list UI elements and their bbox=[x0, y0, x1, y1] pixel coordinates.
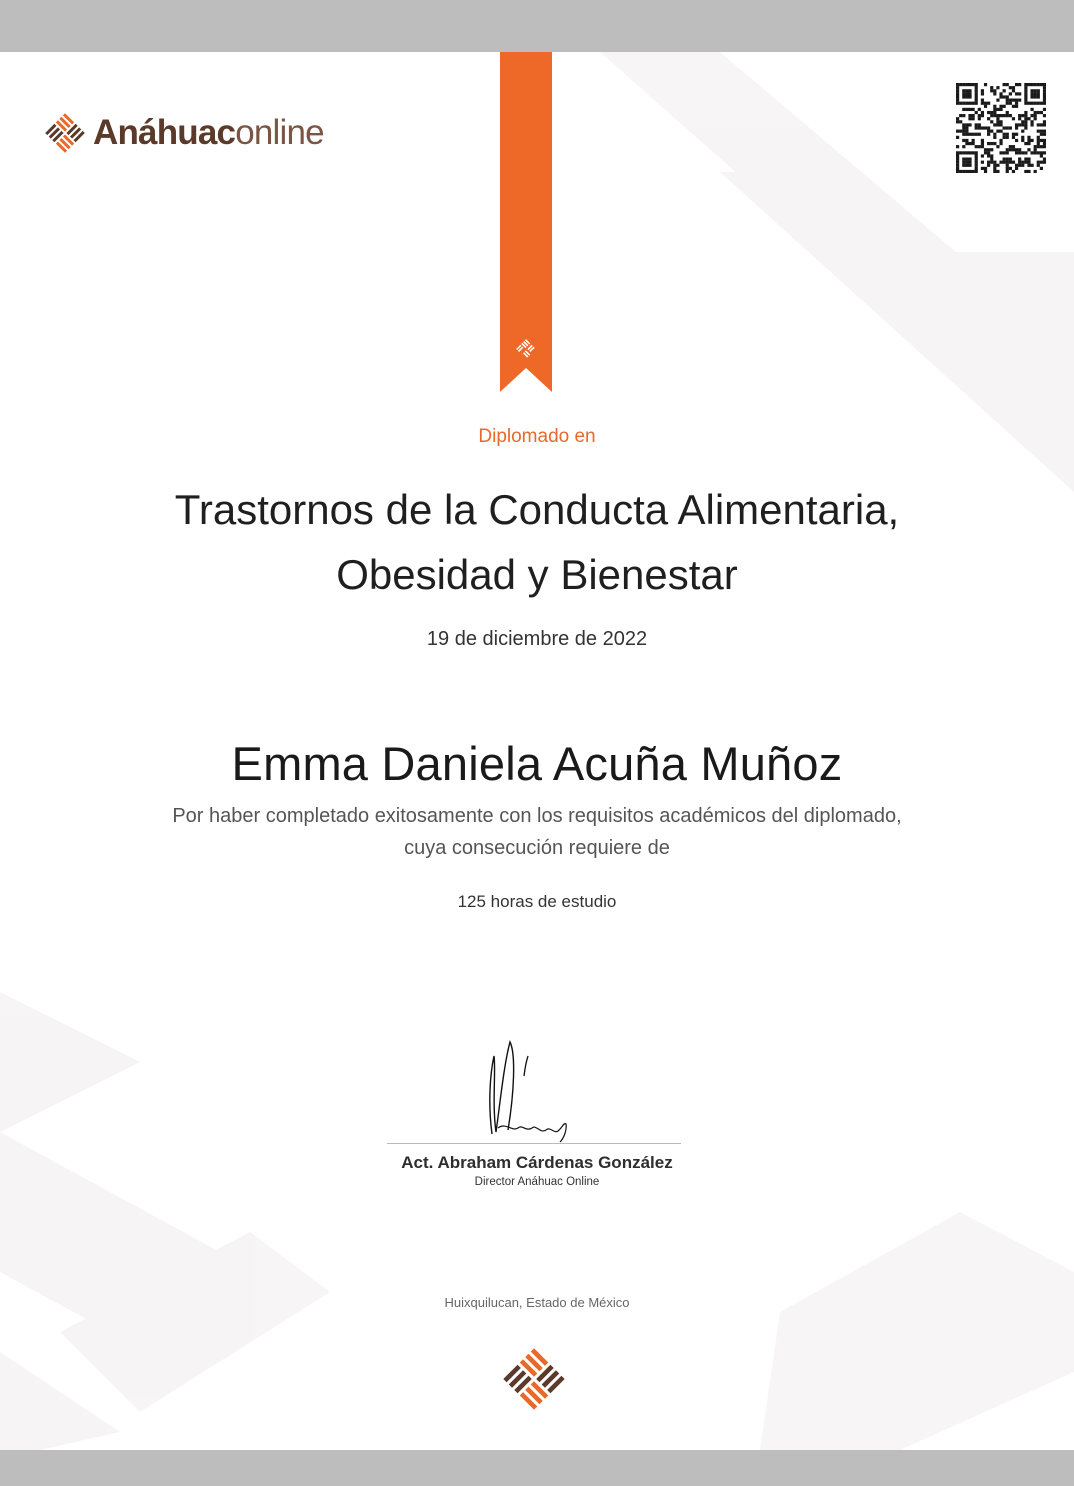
brand-name bbox=[93, 113, 324, 153]
signature-line bbox=[387, 1143, 681, 1144]
issue-place: Huixquilucan, Estado de México bbox=[444, 1295, 630, 1310]
course-title-line-2: Obesidad y Bienestar bbox=[336, 551, 738, 598]
certificate-description bbox=[0, 800, 1074, 864]
anahuac-logo-icon bbox=[503, 1348, 565, 1410]
top-frame-bar bbox=[0, 0, 1074, 52]
certificate-sheet bbox=[0, 52, 1074, 1450]
brand-name-light: online bbox=[235, 113, 324, 152]
recipient-name: Emma Daniela Acuña Muñoz bbox=[231, 737, 843, 790]
anahuac-logo-icon bbox=[45, 113, 85, 153]
brand-logo bbox=[45, 113, 324, 153]
study-hours: 125 horas de estudio bbox=[457, 892, 617, 911]
description-line-2: cuya consecución requiere de bbox=[404, 837, 670, 859]
ribbon-icon bbox=[500, 52, 552, 392]
signatory-role: Director Anáhuac Online bbox=[474, 1176, 600, 1188]
qr-code-icon[interactable] bbox=[956, 83, 1046, 173]
bottom-frame-bar bbox=[0, 1450, 1074, 1486]
brand-name-bold: Anáhuac bbox=[93, 113, 236, 152]
certificate-subtitle: Diplomado en bbox=[478, 426, 596, 447]
description-line-1: Por haber completado exitosamente con los requisitos académicos del diplomado, bbox=[172, 805, 902, 827]
course-title bbox=[0, 477, 1074, 607]
signatory-name: Act. Abraham Cárdenas González bbox=[401, 1153, 673, 1172]
signature-icon bbox=[470, 1034, 580, 1154]
certificate-date: 19 de diciembre de 2022 bbox=[426, 628, 648, 650]
course-title-line-1: Trastornos de la Conducta Alimentaria, bbox=[174, 486, 900, 533]
